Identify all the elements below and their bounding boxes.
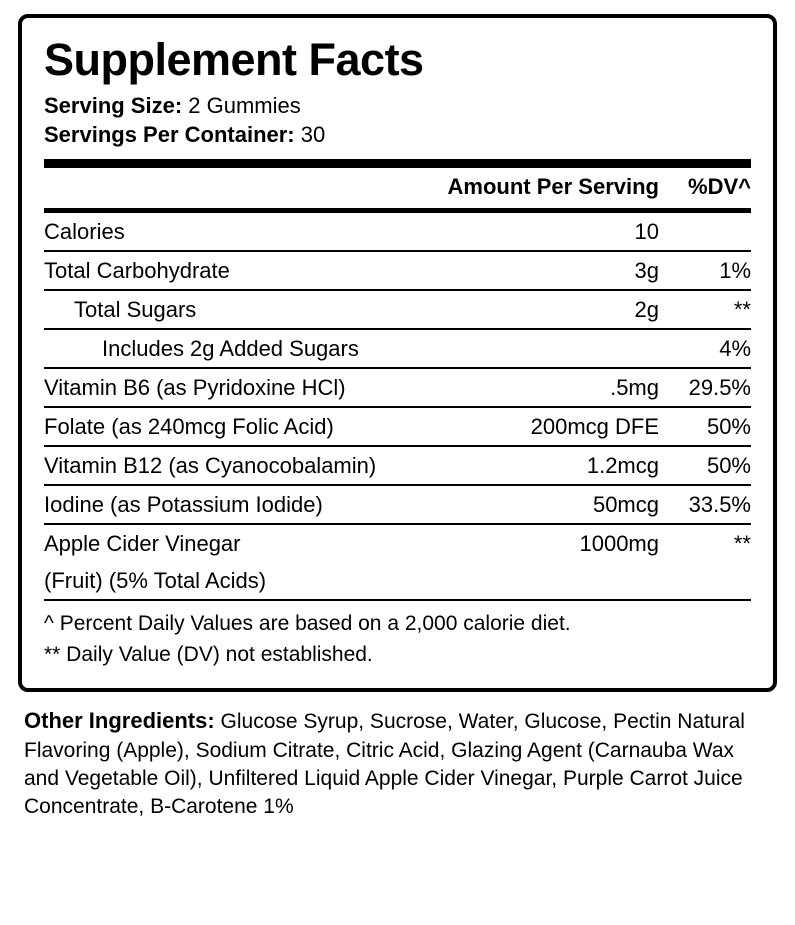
nutrient-amount: 10 [509, 213, 659, 251]
nutrient-dv: 50% [659, 407, 751, 446]
nutrition-rows [44, 213, 751, 601]
nutrient-name: Includes 2g Added Sugars [44, 329, 509, 368]
other-ingredients [18, 692, 777, 821]
nutrient-name: Calories [44, 213, 509, 251]
nutrient-name: Folate (as 240mcg Folic Acid) [44, 407, 509, 446]
table-row [44, 329, 751, 368]
table-row [44, 524, 751, 562]
servings-per-container-line [44, 120, 751, 149]
servings-per-container-label: Servings Per Container: [44, 122, 295, 148]
serving-size-label: Serving Size: [44, 93, 183, 119]
footnotes [44, 601, 751, 670]
column-header-amount: Amount Per Serving [447, 174, 659, 200]
nutrient-dv [659, 213, 751, 251]
table-header-row [44, 168, 751, 208]
column-header-dv: %DV^ [688, 174, 751, 200]
table-row [44, 485, 751, 524]
nutrient-amount: 50mcg [509, 485, 659, 524]
nutrition-table [44, 168, 751, 208]
table-row [44, 562, 751, 600]
table-row [44, 446, 751, 485]
nutrient-amount [509, 562, 659, 600]
nutrient-amount: 1.2mcg [509, 446, 659, 485]
nutrient-dv: 4% [659, 329, 751, 368]
table-row [44, 251, 751, 290]
nutrient-dv: ** [659, 290, 751, 329]
nutrient-dv: 50% [659, 446, 751, 485]
nutrient-dv [659, 562, 751, 600]
nutrient-name: Vitamin B6 (as Pyridoxine HCl) [44, 368, 509, 407]
serving-size-line [44, 91, 751, 120]
nutrient-amount: 200mcg DFE [509, 407, 659, 446]
nutrient-name: Apple Cider Vinegar [44, 531, 241, 557]
nutrient-amount: 3g [509, 251, 659, 290]
nutrient-name: Total Sugars [44, 290, 509, 329]
nutrient-dv: 1% [659, 251, 751, 290]
other-ingredients-label: Other Ingredients: [24, 708, 215, 734]
nutrient-dv: 33.5% [659, 485, 751, 524]
nutrient-dv: 29.5% [659, 368, 751, 407]
other-ingredients-text: Glucose Syrup, Sucrose, Water, Glucose, Pectin Natural Flavoring (Apple), Sodium Citrate, Citric Acid, Glazing Agent (Carnauba Wax and Vegetable Oil), Unfiltered Liquid Apple Cider Vinegar, Purple Carrot Juice Concentrate, B-Carotene 1% [24, 710, 745, 819]
header-spacer [44, 168, 448, 208]
footnote-percent-dv: ^ Percent Daily Values are based on a 2,000 calorie diet. [44, 612, 571, 636]
page-title: Supplement Facts [44, 34, 424, 85]
nutrient-name: (Fruit) (5% Total Acids) [44, 562, 509, 600]
table-row [44, 290, 751, 329]
nutrient-name: Vitamin B12 (as Cyanocobalamin) [44, 446, 509, 485]
table-row [44, 407, 751, 446]
nutrient-amount: 2g [509, 290, 659, 329]
divider-thick-top [44, 159, 751, 168]
supplement-facts-panel [18, 14, 777, 692]
nutrient-amount [509, 329, 659, 368]
servings-per-container-value: 30 [300, 122, 326, 148]
nutrient-name: Total Carbohydrate [44, 251, 509, 290]
footnote-dv-not-established: ** Daily Value (DV) not established. [44, 642, 373, 666]
serving-size-value: 2 Gummies [188, 93, 301, 119]
table-row [44, 368, 751, 407]
nutrient-dv: ** [733, 531, 751, 557]
nutrient-amount: 1000mg [579, 531, 659, 557]
nutrient-amount: .5mg [509, 368, 659, 407]
nutrient-name: Iodine (as Potassium Iodide) [44, 485, 509, 524]
table-row [44, 213, 751, 251]
